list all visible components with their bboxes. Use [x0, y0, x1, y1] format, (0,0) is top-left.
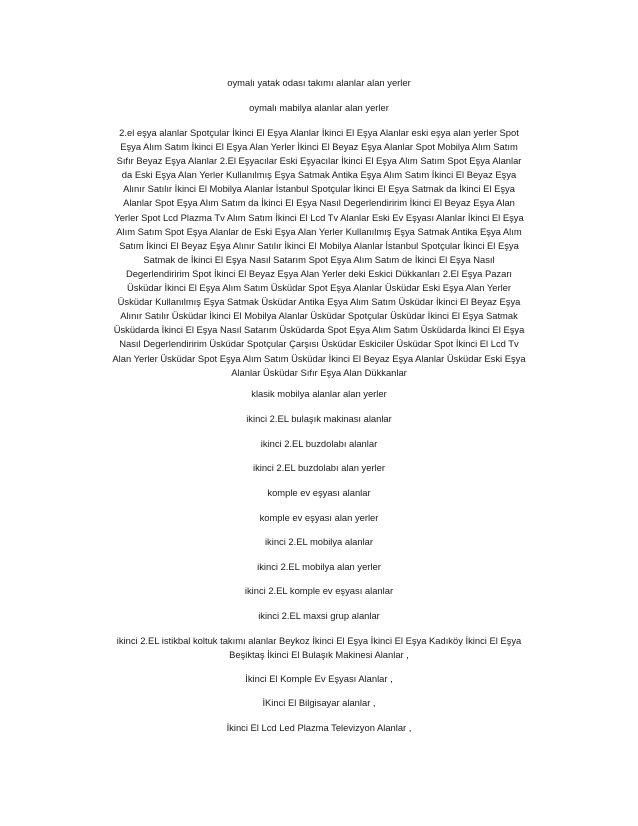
paragraph-1-row: Üsküdar İkinci El Eşya Alım Satım Üsküdar Spot Eşya Alanlar Üsküdar Eski Eşya Alan Yerler [126, 282, 511, 294]
paragraph-1-row: 2.el eşya alanlar Spotçular İkinci El Eşya Alanlar İkinci El Eşya Alanlar eski eşya alan yerler Spot [119, 127, 519, 138]
heading-line-1: oymalı yatak odası takımı alanlar alan yerler [227, 77, 411, 88]
paragraph-2 [90, 634, 548, 662]
list-line: ikinci 2.EL komple ev eşyası alanlar [244, 585, 394, 596]
paragraph-1-row: Alan Yerler Üsküdar Spot Eşya Alım Satım Üsküdar İkinci El Beyaz Eşya Alanlar Üsküdar Eski Eşya [112, 352, 526, 364]
paragraph-1-row: Degerlendiririm Spot İkinci El Beyaz Eşya Alan Yerler deki Eskici Dükkanları 2.El Eşya Pazarı [125, 267, 513, 279]
list-line: klasik mobilya alanlar alan yerler [251, 388, 387, 399]
paragraph-1-row: Satım İkinci El Beyaz Eşya Alınır Satılır İkinci El Mobilya Alanlar İstanbul Spotçular İkinci El Eşya [119, 239, 519, 251]
list-line: ikinci 2.EL buzdolabı alanlar [260, 438, 378, 449]
list-line: İkinci El Lcd Led Plazma Televizyon Alanlar , [226, 722, 412, 733]
list-line: komple ev eşyası alan yerler [259, 512, 379, 523]
paragraph-1-row: da Eski Eşya Alan Yerler Kullanılmış Eşya Satmak Antika Eşya Alım Satım İkinci El Beyaz Eşya [121, 169, 517, 181]
paragraph-1-row: Alım Satım Spot Eşya Alanlar de Eski Eşya Alan Yerler Kullanılmış Eşya Satmak Antika Eşya Alım [116, 225, 522, 237]
list-line: İKinci El Bilgisayar alanlar , [262, 697, 376, 708]
paragraph-1-row: Sıfır Beyaz Eşya Alanlar 2.El Eşyacılar Eski Eşyacılar İkinci El Eşya Alım Satım Spot Eşya Alanlar [116, 155, 522, 167]
paragraph-1-row: Alınır Satılır Üsküdar İkinci El Mobilya Alanlar Üsküdar Spotçular Üsküdar İkinci El Eşya Satmak [120, 310, 518, 322]
paragraph-1-row: Alanlar Üsküdar Sıfır Eşya Alan Dükkanlar [231, 366, 407, 378]
list-line: İkinci El Komple Ev Eşyası Alanlar , [245, 673, 393, 684]
paragraph-1-row: Nasıl Degerlendiririm Üsküdar Spotçular Çarşısı Üsküdar Eskiciler Üsküdar Spot İkinci El Lcd Tv [119, 338, 519, 350]
paragraph-1-row: Üsküdar Kullanılmış Eşya Satmak Üsküdar Antika Eşya Alım Satım Üsküdar İkinci El Beyaz Eşya [117, 296, 521, 308]
paragraph-2-row: ikinci 2.EL istikbal koltuk takımı alanlar Beykoz İkinci El Eşya İkinci El Eşya Kadıköy İkinci El Eşya [116, 635, 522, 646]
heading-line-2: oymalı mabilya alanlar alan yerler [249, 102, 389, 113]
list-line: ikinci 2.EL bulaşık makinası alanlar [246, 413, 392, 424]
list-line: ikinci 2.EL mobilya alan yerler [257, 561, 381, 572]
paragraph-1 [90, 126, 548, 380]
list-line: ikinci 2.EL mobilya alanlar [264, 536, 374, 547]
paragraph-2-row: Beşiktaş İkinci El Bulaşık Makinesi Alanlar , [229, 649, 409, 661]
paragraph-1-row: Alınır Satılır İkinci El Mobilya Alanlar İstanbul Spotçular İkinci El Eşya Satmak da İkinci El Eşya [123, 183, 515, 195]
paragraph-1-row: Yerler Spot Lcd Plazma Tv Alım Satım İkinci El Lcd Tv Alanlar Eski Ev Eşyası Alanlar İkinci El Eşya [114, 211, 524, 223]
paragraph-1-row: Eşya Alım Satım İkinci El Eşya Alan Yerler İkinci El Beyaz Eşya Alanlar Spot Mobilya Alım Satım [120, 141, 518, 153]
list-line: ikinci 2.EL buzdolabı alan yerler [252, 462, 386, 473]
paragraph-1-row: Alanlar Spot Eşya Alım Satım da İkinci El Eşya Nasıl Degerlendiririm İkinci El Beyaz Eşya Alan [123, 197, 515, 209]
paragraph-1-row: Satmak de İkinci El Eşya Nasıl Satarım Spot Eşya Alım Satım de İkinci El Eşya Nasıl [143, 253, 495, 265]
list-line: komple ev eşyası alanlar [267, 487, 371, 498]
list-line: ikinci 2.EL maxsi grup alanlar [258, 610, 380, 621]
paragraph-1-row: Üsküdarda İkinci El Eşya Nasıl Satarım Üsküdarda Spot Eşya Alım Satım Üsküdarda İkinci El Eşya [113, 324, 525, 336]
